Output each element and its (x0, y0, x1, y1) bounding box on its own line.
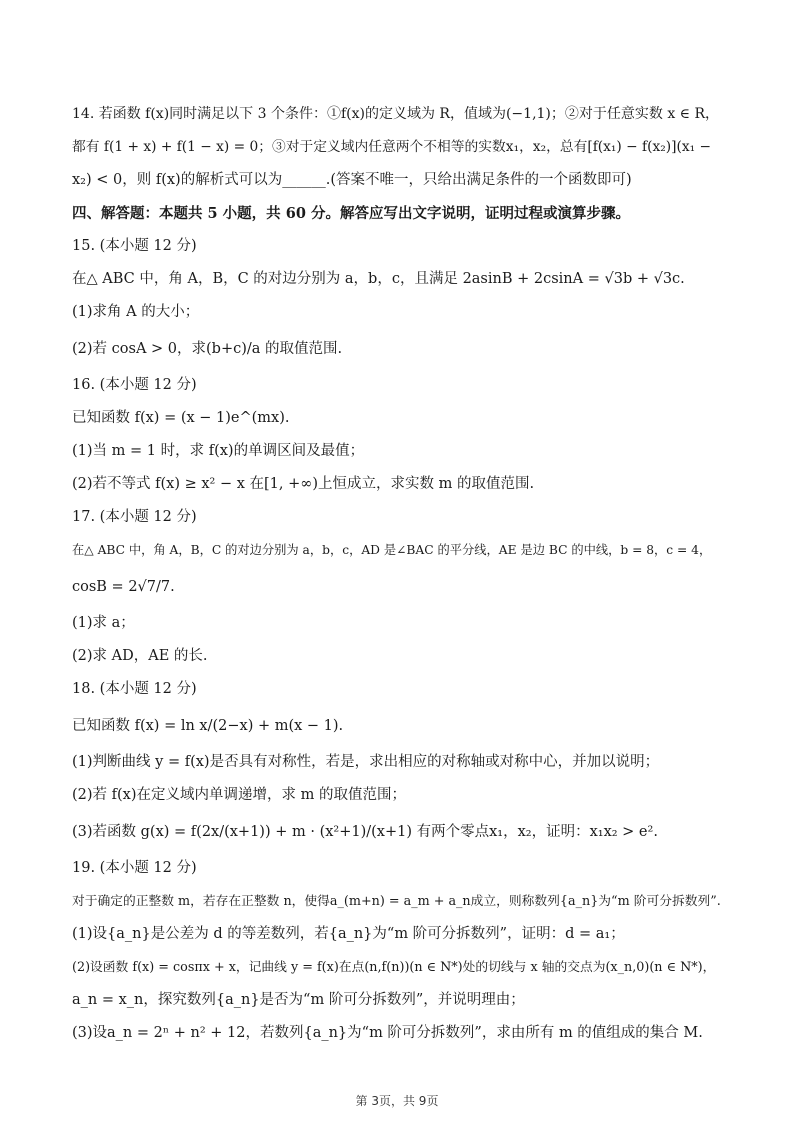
q15-stem: 在△ ABC 中，角 A，B，C 的对边分别为 a，b，c，且满足 2asinB + 2csinA = √3b + √3c. (72, 271, 685, 287)
q19-part-1: (1)设{a_n}是公差为 d 的等差数列，若{a_n}为“m 阶可分拆数列”，证明：d = a₁； (72, 926, 625, 942)
q19-part-2b: a_n = x_n，探究数列{a_n}是否为“m 阶可分拆数列”，并说明理由； (72, 992, 525, 1008)
q16-part-2: (2)若不等式 f(x) ≥ x² − x 在[1, +∞)上恒成立，求实数 m 的取值范围. (72, 476, 535, 492)
q15-heading: 15. (本小题 12 分) (72, 238, 197, 254)
q15-part-1: (1)求角 A 的大小； (72, 304, 200, 320)
q14-line-3: x₂) < 0，则 f(x)的解析式可以为______.(答案不唯一，只给出满足条件的一个函数即可) (72, 172, 632, 188)
q14-line-2: 都有 f(1 + x) + f(1 − x) = 0；③对于定义域内任意两个不相等的实数x₁，x₂，总有[f(x₁) − f(x₂)](x₁ − (72, 139, 712, 155)
q16-stem: 已知函数 f(x) = (x − 1)e^(mx). (72, 410, 290, 426)
q19-part-2a: (2)设函数 f(x) = cosπx + x，记曲线 y = f(x)在点(n,f(n))(n ∈ N*)处的切线与 x 轴的交点为(x_n,0)(n ∈ N*)， (72, 960, 716, 975)
q18-stem: 已知函数 f(x) = ln x/(2−x) + m(x − 1). (72, 718, 344, 734)
q18-part-1: (1)判断曲线 y = f(x)是否具有对称性，若是，求出相应的对称轴或对称中心，并加以说明； (72, 754, 660, 770)
q19-heading: 19. (本小题 12 分) (72, 860, 197, 876)
q19-stem: 对于确定的正整数 m，若存在正整数 n，使得a_(m+n) = a_m + a_n成立，则称数列{a_n}为“m 阶可分拆数列”. (72, 894, 721, 909)
q17-heading: 17. (本小题 12 分) (72, 509, 197, 525)
section-heading: 四、解答题：本题共 5 小题，共 60 分。解答应写出文字说明，证明过程或演算步骤。 (72, 205, 630, 222)
q17-part-2: (2)求 AD，AE 的长. (72, 648, 208, 664)
q18-heading: 18. (本小题 12 分) (72, 681, 197, 697)
q18-part-2: (2)若 f(x)在定义域内单调递增，求 m 的取值范围； (72, 787, 406, 803)
q16-heading: 16. (本小题 12 分) (72, 377, 197, 393)
q17-stem-2: cosB = 2√7/7. (72, 579, 175, 595)
q19-part-3: (3)设a_n = 2ⁿ + n² + 12，若数列{a_n}为“m 阶可分拆数列”，求由所有 m 的值组成的集合 M. (72, 1025, 703, 1041)
q14-line-1: 14. 若函数 f(x)同时满足以下 3 个条件：①f(x)的定义域为 R，值域为(−1,1)；②对于任意实数 x ∈ R， (72, 106, 720, 122)
q18-part-3: (3)若函数 g(x) = f(2x/(x+1)) + m · (x²+1)/(x+1) 有两个零点x₁，x₂，证明：x₁x₂ > e². (72, 824, 658, 840)
page-content (72, 98, 722, 1050)
page-number-footer: 第 3页，共 9页 (355, 1094, 439, 1108)
q17-stem-1: 在△ ABC 中，角 A，B，C 的对边分别为 a，b，c，AD 是∠BAC 的平分线，AE 是边 BC 的中线，b = 8，c = 4， (72, 543, 712, 557)
q17-part-1: (1)求 a； (72, 615, 135, 631)
q15-part-2: (2)若 cosA > 0，求(b+c)/a 的取值范围. (72, 341, 343, 357)
q16-part-1: (1)当 m = 1 时，求 f(x)的单调区间及最值； (72, 443, 365, 459)
